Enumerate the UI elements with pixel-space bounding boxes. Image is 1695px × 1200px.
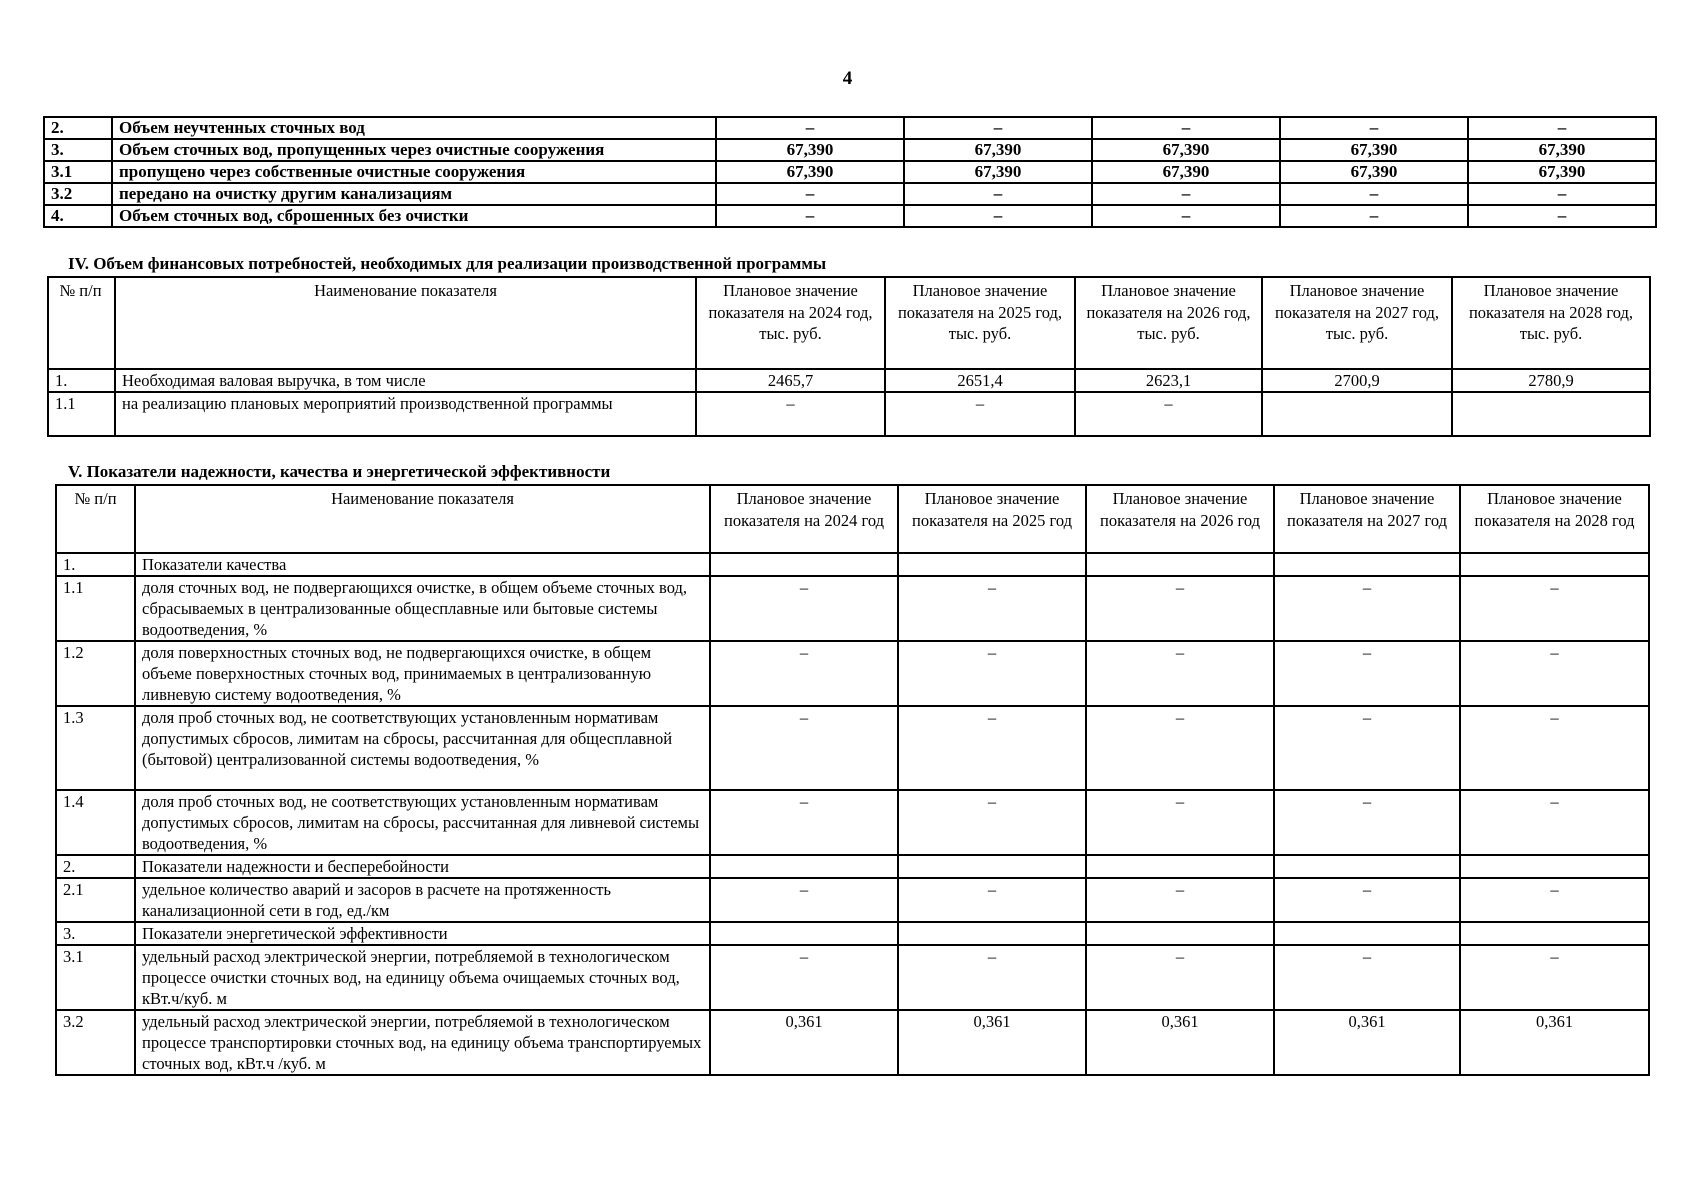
col-header-num: № п/п [56, 485, 135, 553]
col-header-num: № п/п [48, 277, 115, 369]
value-cell-2025: – [885, 392, 1075, 436]
col-header-2025: Плановое значение показателя на 2025 год, тыс. руб. [885, 277, 1075, 369]
value-cell-2026: – [1075, 392, 1262, 436]
row-number: 1. [48, 369, 115, 392]
row-number: 1.2 [56, 641, 135, 706]
value-cell-2026: – [1086, 790, 1274, 855]
value-cell-2027: – [1280, 117, 1468, 139]
row-indicator-name: удельный расход электрической энергии, потребляемой в технологическом процессе транспортировки сточных вод, на единицу объема транспортируемых сточных вод, кВт.ч /куб. м [135, 1010, 710, 1075]
row-indicator-name: на реализацию плановых мероприятий производственной программы [115, 392, 696, 436]
value-cell-2024: – [710, 576, 898, 641]
value-cell-2027: – [1274, 641, 1460, 706]
row-indicator-name: Объем неучтенных сточных вод [112, 117, 716, 139]
value-cell-2024: 2465,7 [696, 369, 885, 392]
value-cell-2027: 67,390 [1280, 161, 1468, 183]
value-cell-2025: – [898, 945, 1086, 1010]
table-row [56, 641, 1649, 706]
col-header-2026: Плановое значение показателя на 2026 год [1086, 485, 1274, 553]
col-header-2028: Плановое значение показателя на 2028 год [1460, 485, 1649, 553]
row-indicator-name: Объем сточных вод, сброшенных без очистки [112, 205, 716, 227]
row-number: 2. [44, 117, 112, 139]
value-cell-2027: – [1274, 878, 1460, 922]
value-cell-2028: 67,390 [1468, 161, 1656, 183]
value-cell-2028: – [1460, 706, 1649, 790]
value-cell-2026 [1086, 553, 1274, 576]
value-cell-2026: – [1086, 706, 1274, 790]
value-cell-2024: – [710, 641, 898, 706]
value-cell-2028: – [1460, 641, 1649, 706]
value-cell-2026: – [1086, 641, 1274, 706]
col-header-2024: Плановое значение показателя на 2024 год, тыс. руб. [696, 277, 885, 369]
value-cell-2026: 67,390 [1092, 161, 1280, 183]
value-cell-2027 [1274, 553, 1460, 576]
value-cell-2025: – [904, 205, 1092, 227]
value-cell-2025: – [898, 576, 1086, 641]
row-number: 1.4 [56, 790, 135, 855]
value-cell-2028 [1460, 553, 1649, 576]
value-cell-2025: – [898, 706, 1086, 790]
col-header-2028: Плановое значение показателя на 2028 год, тыс. руб. [1452, 277, 1650, 369]
value-cell-2027: – [1274, 576, 1460, 641]
col-header-2027: Плановое значение показателя на 2027 год [1274, 485, 1460, 553]
value-cell-2026: 67,390 [1092, 139, 1280, 161]
value-cell-2026: – [1086, 576, 1274, 641]
value-cell-2026 [1086, 855, 1274, 878]
value-cell-2024 [710, 922, 898, 945]
table-row [56, 553, 1649, 576]
value-cell-2028 [1460, 922, 1649, 945]
value-cell-2028 [1460, 855, 1649, 878]
value-cell-2024: 67,390 [716, 161, 904, 183]
col-header-2026: Плановое значение показателя на 2026 год, тыс. руб. [1075, 277, 1262, 369]
table-row [48, 369, 1650, 392]
table-row [44, 205, 1656, 227]
value-cell-2027: – [1280, 183, 1468, 205]
value-cell-2027: – [1274, 945, 1460, 1010]
value-cell-2025: 0,361 [898, 1010, 1086, 1075]
value-cell-2028 [1452, 392, 1650, 436]
value-cell-2028: 67,390 [1468, 139, 1656, 161]
value-cell-2024: – [716, 205, 904, 227]
value-cell-2025: – [904, 117, 1092, 139]
row-indicator-name: доля проб сточных вод, не соответствующих установленным нормативам допустимых сбросов, лимитам на сбросы, рассчитанная для общесплавной (бытовой) централизованной системы водоотведения, % [135, 706, 710, 790]
row-indicator-name: удельный расход электрической энергии, потребляемой в технологическом процессе очистки сточных вод, на единицу объема очищаемых сточных вод, кВт.ч/куб. м [135, 945, 710, 1010]
value-cell-2026: – [1092, 117, 1280, 139]
value-cell-2026: – [1086, 945, 1274, 1010]
row-indicator-name: доля поверхностных сточных вод, не подвергающихся очистке, в общем объеме поверхностных сточных вод, принимаемых в централизованную ливневую систему водоотведения, % [135, 641, 710, 706]
row-number: 3. [44, 139, 112, 161]
row-indicator-name: Показатели качества [135, 553, 710, 576]
row-indicator-name: Объем сточных вод, пропущенных через очистные сооружения [112, 139, 716, 161]
row-number: 1. [56, 553, 135, 576]
table-row [48, 392, 1650, 436]
value-cell-2027: 0,361 [1274, 1010, 1460, 1075]
value-cell-2024: 67,390 [716, 139, 904, 161]
value-cell-2027 [1274, 855, 1460, 878]
value-cell-2024 [710, 855, 898, 878]
col-header-2025: Плановое значение показателя на 2025 год [898, 485, 1086, 553]
value-cell-2025: 67,390 [904, 139, 1092, 161]
value-cell-2025 [898, 553, 1086, 576]
value-cell-2026 [1086, 922, 1274, 945]
value-cell-2025 [898, 855, 1086, 878]
value-cell-2028: – [1460, 878, 1649, 922]
value-cell-2028: – [1460, 945, 1649, 1010]
value-cell-2026: – [1086, 878, 1274, 922]
value-cell-2024 [710, 553, 898, 576]
value-cell-2024: – [710, 790, 898, 855]
value-cell-2028: – [1460, 576, 1649, 641]
row-indicator-name: Показатели энергетической эффективности [135, 922, 710, 945]
reliability-quality-table [55, 484, 1650, 1076]
value-cell-2027: 2700,9 [1262, 369, 1452, 392]
value-cell-2025: – [898, 641, 1086, 706]
table-row [56, 855, 1649, 878]
value-cell-2025: 2651,4 [885, 369, 1075, 392]
value-cell-2025: 67,390 [904, 161, 1092, 183]
section-iv-title: IV. Объем финансовых потребностей, необходимых для реализации производственной программы [68, 254, 827, 273]
row-number: 3.1 [44, 161, 112, 183]
value-cell-2028: – [1460, 790, 1649, 855]
value-cell-2024: 0,361 [710, 1010, 898, 1075]
value-cell-2028: 0,361 [1460, 1010, 1649, 1075]
row-number: 3.1 [56, 945, 135, 1010]
col-header-2024: Плановое значение показателя на 2024 год [710, 485, 898, 553]
table-row [56, 576, 1649, 641]
row-number: 1.3 [56, 706, 135, 790]
row-indicator-name: доля сточных вод, не подвергающихся очистке, в общем объеме сточных вод, сбрасываемых в централизованные общесплавные или бытовые системы водоотведения, % [135, 576, 710, 641]
value-cell-2028: – [1468, 183, 1656, 205]
financial-needs-table [47, 276, 1651, 437]
wastewater-volume-table [43, 116, 1657, 228]
value-cell-2024: – [710, 706, 898, 790]
col-header-name: Наименование показателя [115, 277, 696, 369]
value-cell-2027 [1262, 392, 1452, 436]
row-number: 2.1 [56, 878, 135, 922]
row-number: 2. [56, 855, 135, 878]
value-cell-2024: – [716, 183, 904, 205]
row-number: 3.2 [56, 1010, 135, 1075]
row-indicator-name: пропущено через собственные очистные сооружения [112, 161, 716, 183]
value-cell-2027: 67,390 [1280, 139, 1468, 161]
value-cell-2025: – [898, 790, 1086, 855]
value-cell-2026: – [1092, 183, 1280, 205]
col-header-name: Наименование показателя [135, 485, 710, 553]
value-cell-2026: 0,361 [1086, 1010, 1274, 1075]
section-v-title: V. Показатели надежности, качества и энергетической эффективности [68, 462, 611, 481]
row-number: 3.2 [44, 183, 112, 205]
row-number: 3. [56, 922, 135, 945]
value-cell-2027: – [1274, 706, 1460, 790]
row-indicator-name: доля проб сточных вод, не соответствующих установленным нормативам допустимых сбросов, лимитам на сбросы, рассчитанная для ливневой системы водоотведения, % [135, 790, 710, 855]
value-cell-2025: – [898, 878, 1086, 922]
value-cell-2026: 2623,1 [1075, 369, 1262, 392]
value-cell-2028: 2780,9 [1452, 369, 1650, 392]
table-row [56, 1010, 1649, 1075]
page-number: 4 [842, 68, 853, 89]
table-row [44, 161, 1656, 183]
table-row [44, 183, 1656, 205]
table-row [56, 790, 1649, 855]
row-number: 4. [44, 205, 112, 227]
value-cell-2028: – [1468, 117, 1656, 139]
row-number: 1.1 [56, 576, 135, 641]
row-indicator-name: Показатели надежности и бесперебойности [135, 855, 710, 878]
row-indicator-name: удельное количество аварий и засоров в расчете на протяженность канализационной сети в год, ед./км [135, 878, 710, 922]
table-row [44, 139, 1656, 161]
value-cell-2024: – [710, 945, 898, 1010]
table-row [56, 922, 1649, 945]
value-cell-2028: – [1468, 205, 1656, 227]
table-header-row [48, 277, 1650, 369]
table-header-row [56, 485, 1649, 553]
table-row [56, 878, 1649, 922]
value-cell-2024: – [716, 117, 904, 139]
value-cell-2027: – [1280, 205, 1468, 227]
value-cell-2027: – [1274, 790, 1460, 855]
value-cell-2024: – [696, 392, 885, 436]
value-cell-2027 [1274, 922, 1460, 945]
value-cell-2024: – [710, 878, 898, 922]
value-cell-2026: – [1092, 205, 1280, 227]
value-cell-2025 [898, 922, 1086, 945]
table-row [44, 117, 1656, 139]
col-header-2027: Плановое значение показателя на 2027 год, тыс. руб. [1262, 277, 1452, 369]
row-indicator-name: Необходимая валовая выручка, в том числе [115, 369, 696, 392]
table-row [56, 945, 1649, 1010]
table-row [56, 706, 1649, 790]
value-cell-2025: – [904, 183, 1092, 205]
row-indicator-name: передано на очистку другим канализациям [112, 183, 716, 205]
row-number: 1.1 [48, 392, 115, 436]
